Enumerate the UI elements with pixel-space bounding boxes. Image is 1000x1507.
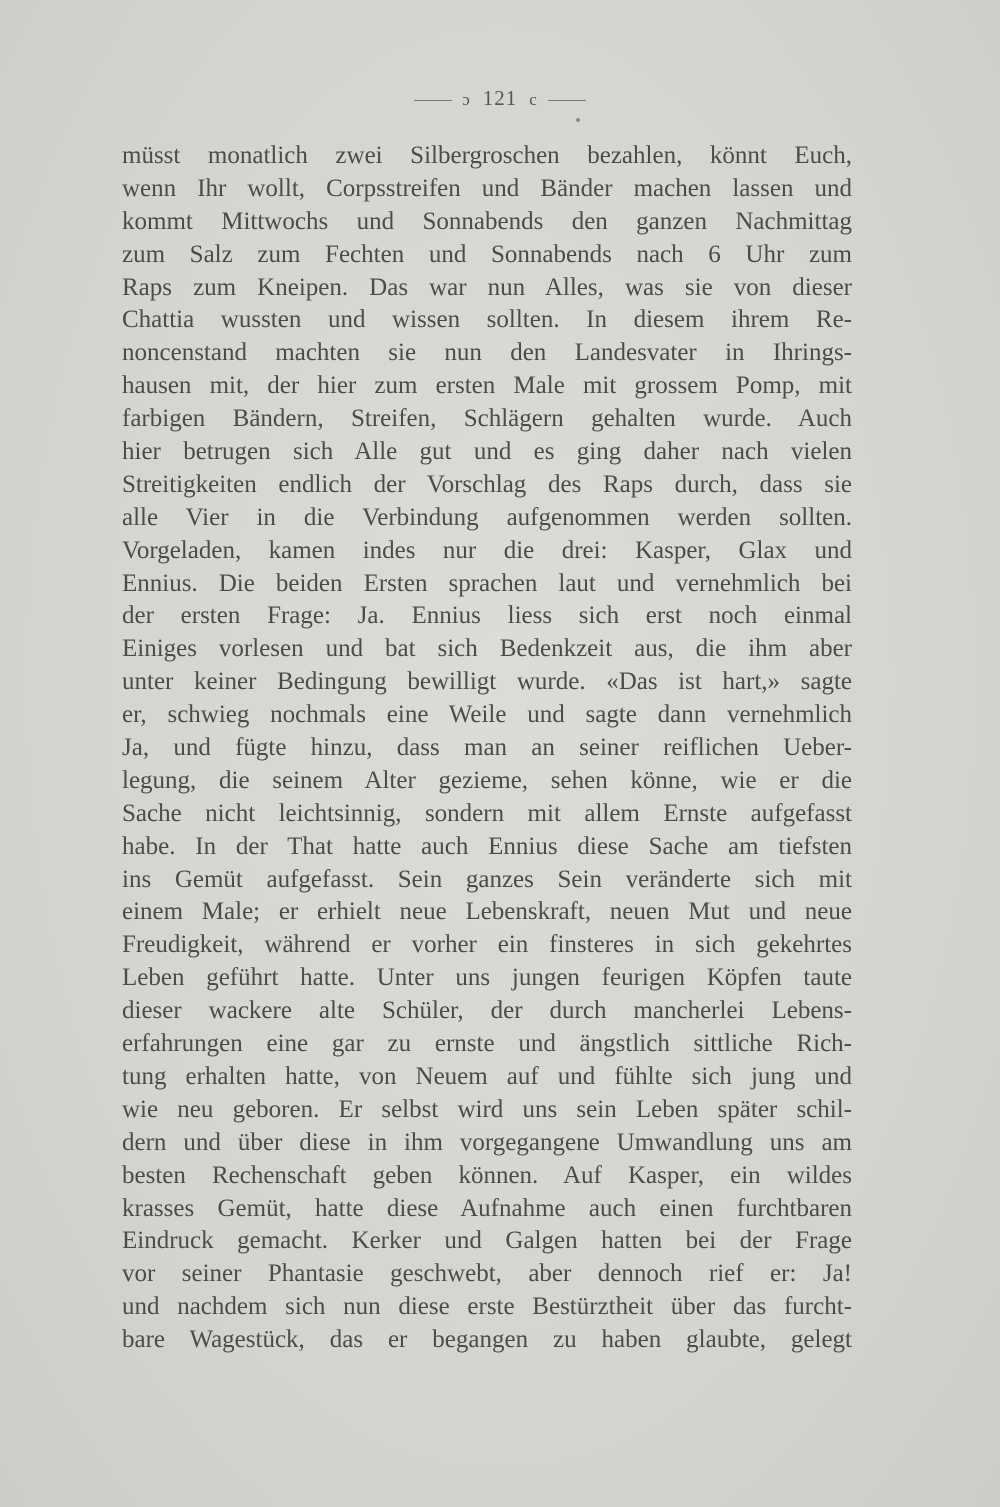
page-number: 121: [482, 86, 518, 110]
text-line: Leben geführt hatte. Unter uns jungen feurigen Köpfen taute: [122, 964, 852, 992]
header-rule-left: [414, 100, 452, 101]
text-line: der ersten Frage: Ja. Ennius liess sich erst noch einmal: [122, 602, 852, 630]
text-line: habe. In der That hatte auch Ennius diese Sache am tiefsten: [122, 832, 852, 860]
header-rule-right: [548, 100, 586, 101]
text-line: unter keiner Bedingung bewilligt wurde. «Das ist hart,» sagte: [122, 668, 852, 696]
text-line: Chattia wussten und wissen sollten. In diesem ihrem Re-: [122, 306, 852, 334]
text-line: dieser wackere alte Schüler, der durch mancherlei Lebens-: [122, 997, 852, 1025]
text-line: einem Male; er erhielt neue Lebenskraft, neuen Mut und neue: [122, 898, 852, 926]
text-line: Vorgeladen, kamen indes nur die drei: Kasper, Glax und: [122, 536, 852, 564]
text-line: hier betrugen sich Alle gut und es ging daher nach vielen: [122, 438, 852, 466]
text-line: legung, die seinem Alter gezieme, sehen könne, wie er die: [122, 766, 852, 794]
text-line: wie neu geboren. Er selbst wird uns sein Leben später schil-: [122, 1095, 852, 1123]
text-line: Ja, und fügte hinzu, dass man an seiner reiflichen Ueber-: [122, 734, 852, 762]
text-line: bare Wagestück, das er begangen zu haben glaubte, gelegt: [122, 1326, 852, 1354]
text-line: krasses Gemüt, hatte diese Aufnahme auch einen furchtbaren: [122, 1194, 852, 1222]
body-text: [122, 140, 852, 1357]
text-line: alle Vier in die Verbindung aufgenommen werden sollten.: [122, 503, 852, 531]
text-line: Eindruck gemacht. Kerker und Galgen hatten bei der Frage: [122, 1227, 852, 1255]
text-line: Freudigkeit, während er vorher ein finsteres in sich gekehrtes: [122, 931, 852, 959]
text-line: Sache nicht leichtsinnig, sondern mit allem Ernste aufgefasst: [122, 799, 852, 827]
text-line: Raps zum Kneipen. Das war nun Alles, was sie von dieser: [122, 273, 852, 301]
text-line: Einiges vorlesen und bat sich Bedenkzeit aus, die ihm aber: [122, 635, 852, 663]
text-line: und nachdem sich nun diese erste Bestürztheit über das furcht-: [122, 1293, 852, 1321]
text-line: Ennius. Die beiden Ersten sprachen laut und vernehmlich bei: [122, 569, 852, 597]
text-line: dern und über diese in ihm vorgegangene Umwandlung uns am: [122, 1128, 852, 1156]
text-line: Streitigkeiten endlich der Vorschlag des Raps durch, dass sie: [122, 470, 852, 498]
text-line: hausen mit, der hier zum ersten Male mit grossem Pomp, mit: [122, 372, 852, 400]
page-header: [0, 86, 1000, 111]
text-line: ins Gemüt aufgefasst. Sein ganzes Sein veränderte sich mit: [122, 865, 852, 893]
text-line: noncenstand machten sie nun den Landesvater in Ihrings-: [122, 339, 852, 367]
text-line: zum Salz zum Fechten und Sonnabends nach 6 Uhr zum: [122, 240, 852, 268]
text-line: besten Rechenschaft geben können. Auf Kasper, ein wildes: [122, 1161, 852, 1189]
text-line: erfahrungen eine gar zu ernste und ängstlich sittliche Rich-: [122, 1030, 852, 1058]
text-line: vor seiner Phantasie geschwebt, aber dennoch rief er: Ja!: [122, 1260, 852, 1288]
header-ornament-right: c: [529, 90, 538, 109]
text-line: farbigen Bändern, Streifen, Schlägern gehalten wurde. Auch: [122, 405, 852, 433]
text-line: kommt Mittwochs und Sonnabends den ganzen Nachmittag: [122, 207, 852, 235]
header-ornament-left: ɔ: [462, 90, 471, 109]
text-line: wenn Ihr wollt, Corpsstreifen und Bänder machen lassen und: [122, 174, 852, 202]
print-speck: [576, 118, 580, 122]
text-line: tung erhalten hatte, von Neuem auf und fühlte sich jung und: [122, 1062, 852, 1090]
text-line: müsst monatlich zwei Silbergroschen bezahlen, könnt Euch,: [122, 142, 852, 169]
text-line: er, schwieg nochmals eine Weile und sagte dann vernehmlich: [122, 701, 852, 729]
